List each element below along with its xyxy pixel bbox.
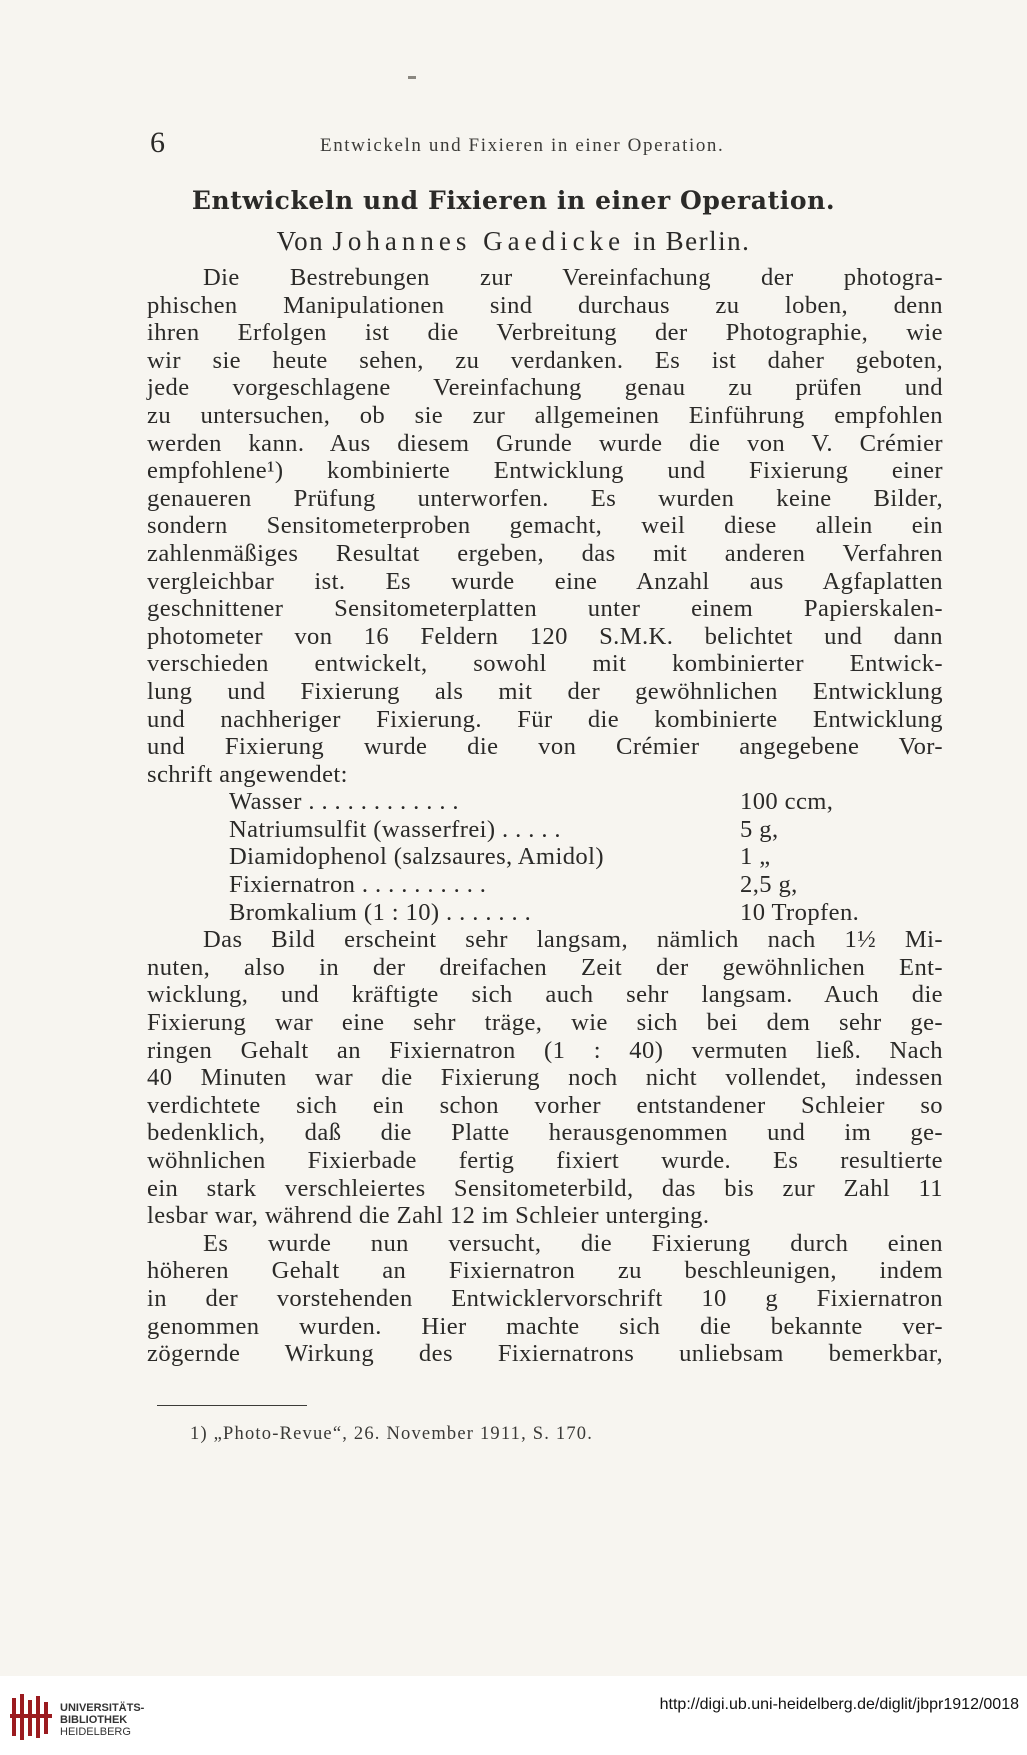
footer-bar <box>0 1676 1027 1755</box>
text-line: Fixierung war eine sehr träge, wie sich bei dem sehr ge- <box>147 1009 943 1037</box>
byline-author: Johannes Gaedicke <box>332 226 626 256</box>
article-body <box>147 264 943 1368</box>
recipe-row <box>147 843 943 871</box>
recipe-list <box>147 788 943 926</box>
running-title: Entwickeln und Fixieren in einer Operation. <box>320 135 725 156</box>
text-line: ihren Erfolgen ist die Verbreitung der Photographie, wie <box>147 319 943 347</box>
text-line: geschnittener Sensitometerplatten unter einem Papierskalen- <box>147 595 943 623</box>
recipe-amount: 100 ccm, <box>740 788 834 816</box>
text-line: jede vorgeschlagene Vereinfachung genau zu prüfen und <box>147 374 943 402</box>
text-line: Es wurde nun versucht, die Fixierung durch einen <box>203 1229 943 1257</box>
text-line: vergleichbar ist. Es wurde eine Anzahl aus Agfaplatten <box>147 567 943 595</box>
page-number: 6 <box>150 126 166 159</box>
text-line: werden kann. Aus diesem Grunde wurde die von V. Crémier <box>147 429 943 457</box>
logo-text-line: BIBLIOTHEK <box>60 1714 128 1726</box>
library-seal-icon <box>10 1692 52 1742</box>
recipe-ingredient: Wasser . . . . . . . . . . . . <box>229 788 459 816</box>
text-line: bedenklich, daß die Platte herausgenommen und im ge- <box>147 1119 943 1147</box>
logo-text-line: HEIDELBERG <box>60 1726 131 1738</box>
text-line: wicklung, und kräftigte sich auch sehr langsam. Auch die <box>147 981 943 1009</box>
byline-prefix: Von <box>276 226 333 256</box>
recipe-ingredient: Bromkalium (1 : 10) . . . . . . . <box>229 898 532 926</box>
text-line: zögernde Wirkung des Fixiernatrons unliebsam bemerkbar, <box>147 1340 943 1368</box>
logo-text-line: UNIVERSITÄTS- <box>60 1702 145 1714</box>
text-line: sondern Sensitometerproben gemacht, weil diese allein ein <box>147 512 943 540</box>
text-line: wöhnlichen Fixierbade fertig fixiert wurde. Es resultierte <box>147 1147 943 1174</box>
paragraph-2 <box>147 926 943 1230</box>
article-title: Entwickeln und Fixieren in einer Operation. <box>191 186 836 215</box>
text-line: schrift angewendet: <box>147 760 348 788</box>
text-line: lung und Fixierung als mit der gewöhnlichen Entwicklung <box>147 677 943 705</box>
text-line: wir sie heute sehen, zu verdanken. Es ist daher geboten, <box>147 346 943 374</box>
text-line: empfohlene¹) kombinierte Entwicklung und Fixierung einer <box>147 457 943 485</box>
recipe-row <box>147 816 943 844</box>
text-line: und Fixierung wurde die von Crémier angegebene Vor- <box>147 733 943 761</box>
recipe-ingredient: Natriumsulfit (wasserfrei) . . . . . <box>229 815 561 843</box>
text-line: verdichtete sich ein schon vorher entstandener Schleier so <box>147 1091 943 1119</box>
recipe-row <box>147 788 943 816</box>
text-line: ringen Gehalt an Fixiernatron (1 : 40) vermuten ließ. Nach <box>147 1036 943 1064</box>
text-line: Die Bestrebungen zur Vereinfachung der photogra- <box>203 264 943 291</box>
recipe-amount: 1 „ <box>740 843 771 871</box>
running-head <box>150 126 940 166</box>
page-mark <box>408 76 416 79</box>
recipe-row <box>147 871 943 899</box>
text-line: zahlenmäßiges Resultat ergeben, das mit anderen Verfahren <box>147 539 943 567</box>
paragraph-3 <box>147 1230 943 1368</box>
text-line: phischen Manipulationen sind durchaus zu loben, denn <box>147 291 943 319</box>
library-logo[interactable] <box>10 1690 150 1746</box>
text-line: in der vorstehenden Entwicklervorschrift 10 g Fixiernatron <box>147 1284 943 1312</box>
text-line: zu untersuchen, ob sie zur allgemeinen Einführung empfohlen <box>147 401 943 429</box>
text-line: ein stark verschleiertes Sensitometerbild, das bis zur Zahl 11 <box>147 1174 943 1202</box>
byline <box>0 226 1027 257</box>
text-line: und nachheriger Fixierung. Für die kombinierte Entwicklung <box>147 705 943 733</box>
recipe-amount: 2,5 g, <box>740 871 798 899</box>
recipe-amount: 10 Tropfen. <box>740 898 860 926</box>
recipe-amount: 5 g, <box>740 815 779 843</box>
footnote-divider <box>157 1405 307 1406</box>
recipe-ingredient: Diamidophenol (salzsaures, Amidol) <box>229 843 604 871</box>
text-line: genaueren Prüfung unterworfen. Es wurden keine Bilder, <box>147 484 943 512</box>
text-line: Das Bild erscheint sehr langsam, nämlich nach 1½ Mi- <box>203 926 943 954</box>
recipe-ingredient: Fixiernatron . . . . . . . . . . <box>229 871 487 899</box>
text-line: verschieden entwickelt, sowohl mit kombinierter Entwick- <box>147 650 943 678</box>
source-url-link[interactable]: http://digi.ub.uni-heidelberg.de/diglit/jbpr1912/0018 <box>659 1696 1019 1713</box>
text-line: genommen wurden. Hier machte sich die bekannte ver- <box>147 1312 943 1340</box>
text-line: 40 Minuten war die Fixierung noch nicht vollendet, indessen <box>147 1064 943 1092</box>
text-line: höheren Gehalt an Fixiernatron zu beschleunigen, indem <box>147 1257 943 1285</box>
byline-suffix: in Berlin. <box>625 226 751 256</box>
paragraph-1 <box>147 264 943 788</box>
recipe-row <box>147 899 943 927</box>
footnote: 1) „Photo-Revue“, 26. November 1911, S. 170. <box>190 1424 594 1444</box>
text-line: photometer von 16 Feldern 120 S.M.K. belichtet und dann <box>147 622 943 650</box>
text-line: nuten, also in der dreifachen Zeit der gewöhnlichen Ent- <box>147 953 943 981</box>
text-line: lesbar war, während die Zahl 12 im Schleier unterging. <box>147 1202 710 1230</box>
